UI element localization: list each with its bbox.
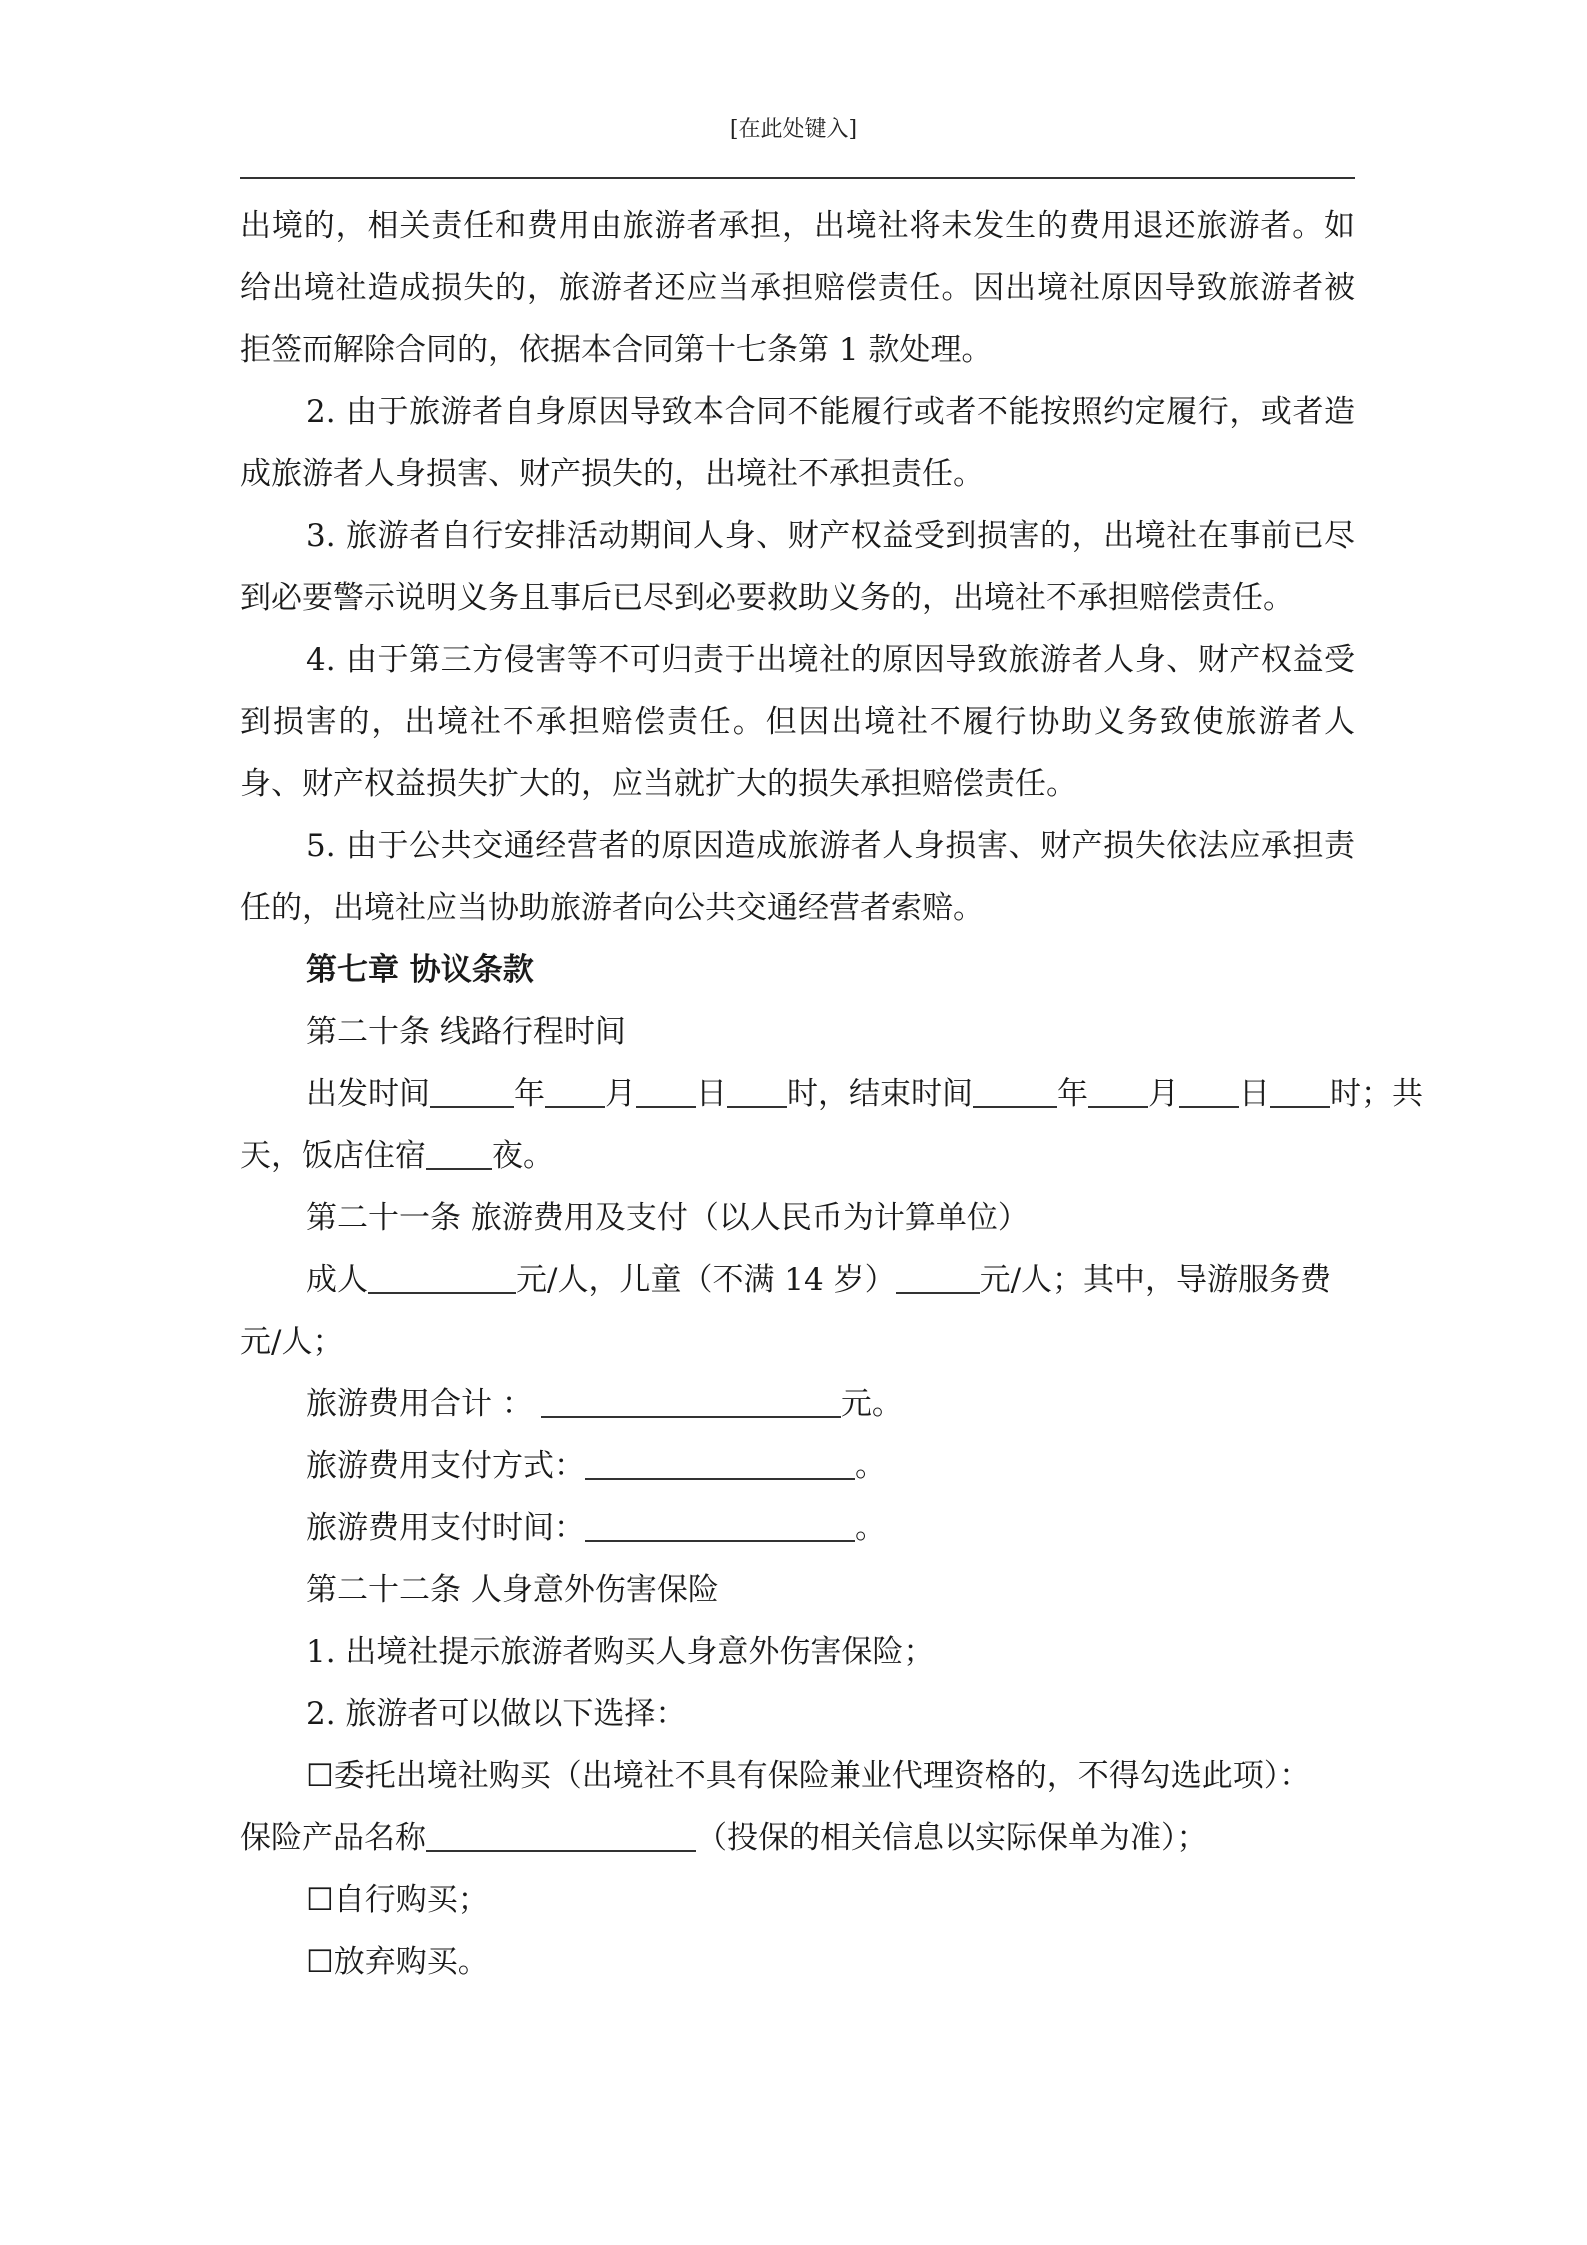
product-note: （投保的相关信息以实际保单为准）；: [696, 1820, 1208, 1856]
child-label: 元/人，儿童（不满 14 岁）: [516, 1262, 896, 1298]
pay-time-label: 旅游费用支付时间：: [306, 1510, 585, 1546]
end-year-blank[interactable]: [973, 1076, 1057, 1108]
entrust-option[interactable]: ☐委托出境社购买（出境社不具有保险兼业代理资格的，不得勾选此项）：: [306, 1758, 1311, 1794]
nights-label: 夜。: [492, 1138, 554, 1174]
total-fee-blank[interactable]: [541, 1386, 841, 1418]
fee-line: [240, 1249, 1355, 1311]
intro-paragraph: 出境的，相关责任和费用由旅游者承担，出境社将未发生的费用退还旅游者。如给出境社造成损失的，旅游者还应当承担赔偿责任。因出境社原因导致旅游者被拒签而解除合同的，依据本合同第十七条第 1 款处理。: [240, 208, 1355, 368]
end-day-blank[interactable]: [1179, 1076, 1239, 1108]
article-21-heading: 第二十一条 旅游费用及支付（以人民币为计算单位）: [306, 1200, 1029, 1236]
end-hour-blank[interactable]: [1270, 1076, 1330, 1108]
depart-label: 出发时间: [306, 1076, 430, 1112]
clause-item-3: 3. 旅游者自行安排活动期间人身、财产权益受到损害的，出境社在事前已尽到必要警示说明义务且事后已尽到必要救助义务的，出境社不承担赔偿责任。: [240, 518, 1355, 616]
self-purchase-option[interactable]: ☐自行购买；: [306, 1882, 489, 1918]
adult-label: 成人: [306, 1262, 368, 1298]
itinerary-time-line: [240, 1063, 1423, 1125]
insurance-item-1: 1. 出境社提示旅游者购买人身意外伤害保险；: [306, 1634, 935, 1670]
depart-year-blank[interactable]: [430, 1076, 514, 1108]
itinerary-time-line-2: [240, 1125, 1355, 1187]
depart-day-blank[interactable]: [636, 1076, 696, 1108]
year-label: 年: [514, 1076, 545, 1112]
insurance-item-2: 2. 旅游者可以做以下选择：: [306, 1696, 687, 1732]
total-fee-line: [240, 1373, 1355, 1435]
child-fee-blank[interactable]: [896, 1262, 980, 1294]
pay-method-label: 旅游费用支付方式：: [306, 1448, 585, 1484]
adult-fee-blank[interactable]: [368, 1262, 516, 1294]
article-20-heading: 第二十条 线路行程时间: [306, 1014, 626, 1050]
days-hotel-label: 天，饭店住宿: [240, 1138, 426, 1174]
clause-item-5: 5. 由于公共交通经营者的原因造成旅游者人身损害、财产损失依法应承担责任的，出境社应当协助旅游者向公共交通经营者索赔。: [240, 828, 1355, 926]
pay-time-blank[interactable]: [585, 1510, 855, 1542]
pay-method-blank[interactable]: [585, 1448, 855, 1480]
document-body: [240, 195, 1423, 1993]
pay-method-line: [240, 1435, 1355, 1497]
end-day-label: 日: [1239, 1076, 1270, 1112]
depart-month-blank[interactable]: [545, 1076, 605, 1108]
page-header: [在此处键入]: [729, 117, 858, 142]
fee-line-2: [240, 1311, 1355, 1373]
pay-time-end: 。: [855, 1510, 886, 1546]
end-month-label: 月: [1148, 1076, 1179, 1112]
end-year-label: 年: [1057, 1076, 1088, 1112]
end-time-label: 时，结束时间: [787, 1076, 973, 1112]
product-name-line: [240, 1807, 1355, 1869]
pay-time-line: [240, 1497, 1355, 1559]
total-days-label: 时；共: [1330, 1076, 1423, 1112]
clause-item-4: 4. 由于第三方侵害等不可归责于出境社的原因导致旅游者人身、财产权益受到损害的，出境社不承担赔偿责任。但因出境社不履行协助义务致使旅游者人身、财产权益损失扩大的，应当就扩大的损失承担赔偿责任。: [240, 642, 1355, 802]
pay-method-end: 。: [855, 1448, 886, 1484]
nights-blank[interactable]: [426, 1138, 492, 1170]
product-name-label: 保险产品名称: [240, 1820, 426, 1856]
day-label: 日: [696, 1076, 727, 1112]
total-fee-unit: 元。: [840, 1386, 903, 1422]
chapter-heading: 第七章 协议条款: [306, 952, 534, 988]
month-label: 月: [605, 1076, 636, 1112]
guide-fee-unit: 元/人；: [240, 1324, 344, 1360]
total-fee-label: 旅游费用合计 ：: [306, 1386, 533, 1422]
header-rule: [240, 177, 1355, 179]
clause-item-2: 2. 由于旅游者自身原因导致本合同不能履行或者不能按照约定履行，或者造成旅游者人身损害、财产损失的，出境社不承担责任。: [240, 394, 1355, 492]
depart-hour-blank[interactable]: [727, 1076, 787, 1108]
guide-fee-label: 元/人；其中，导游服务费: [979, 1262, 1332, 1298]
waive-option[interactable]: ☐放弃购买。: [306, 1944, 489, 1980]
product-name-blank[interactable]: [426, 1820, 696, 1852]
end-month-blank[interactable]: [1088, 1076, 1148, 1108]
article-22-heading: 第二十二条 人身意外伤害保险: [306, 1572, 719, 1608]
